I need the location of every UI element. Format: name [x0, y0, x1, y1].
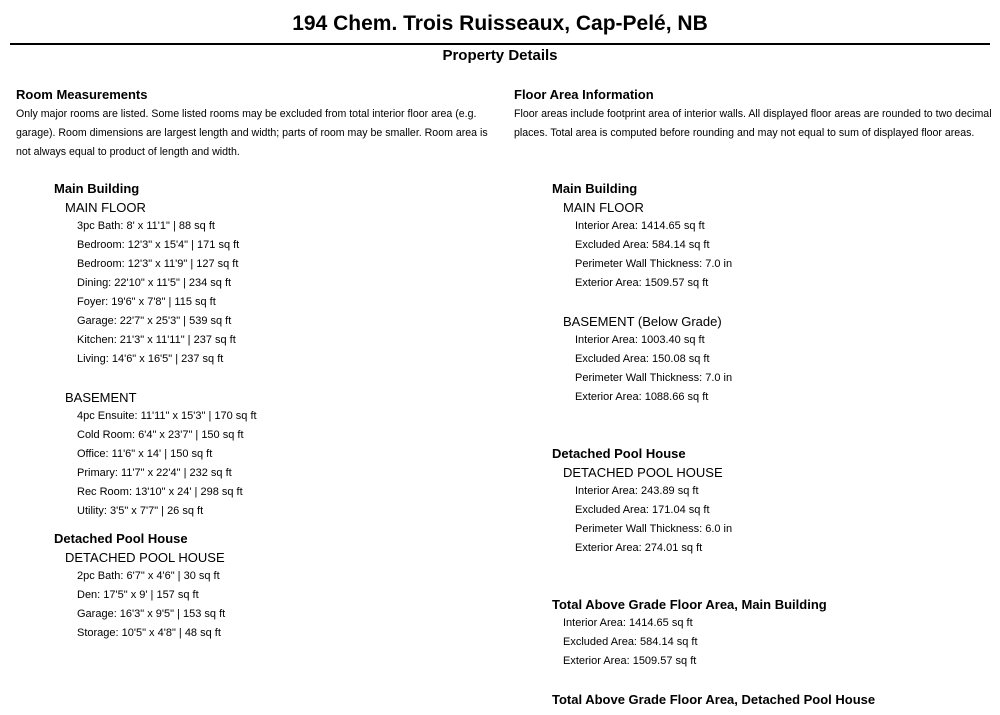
total-heading: Total Above Grade Floor Area, Detached Pool House: [552, 692, 876, 707]
room-measurements-note: Only major rooms are listed. Some listed rooms may be excluded from total interior floor area (e.g. garage). Room dimensions are largest length and width; parts of room may be smaller. Room area is not always equal to product of length and width.: [16, 108, 488, 158]
list-item: 3pc Bath: 8' x 11'1" | 88 sq ft: [77, 220, 215, 232]
list-item: Dining: 22'10" x 11'5" | 234 sq ft: [77, 277, 232, 289]
building-name: Detached Pool House: [54, 531, 188, 546]
areas-pool-house: [552, 444, 992, 558]
floor-area-heading: Floor Area Information: [514, 87, 654, 102]
floor-name: DETACHED POOL HOUSE: [65, 550, 225, 565]
list-item: Den: 17'5" x 9' | 157 sq ft: [77, 589, 199, 601]
list-item: Interior Area: 1003.40 sq ft: [575, 334, 705, 346]
floor-area-section: [514, 86, 994, 143]
list-item: Garage: 22'7" x 25'3" | 539 sq ft: [77, 315, 232, 327]
list-item: Primary: 11'7" x 22'4" | 232 sq ft: [77, 467, 232, 479]
floor-name: MAIN FLOOR: [563, 200, 644, 215]
list-item: Interior Area: 1414.65 sq ft: [575, 220, 705, 232]
list-item: Garage: 16'3" x 9'5" | 153 sq ft: [77, 608, 226, 620]
basement-room-list: [54, 407, 484, 521]
list-item: 4pc Ensuite: 11'11" x 15'3" | 170 sq ft: [77, 410, 257, 422]
list-item: Utility: 3'5" x 7'7" | 26 sq ft: [77, 505, 204, 517]
areas-main-building: [552, 179, 992, 407]
list-item: Exterior Area: 1088.66 sq ft: [575, 391, 709, 403]
list-item: Bedroom: 12'3" x 11'9" | 127 sq ft: [77, 258, 239, 270]
page-subtitle: Property Details: [442, 47, 558, 64]
list-item: Bedroom: 12'3" x 15'4" | 171 sq ft: [77, 239, 240, 251]
page-title: 194 Chem. Trois Ruisseaux, Cap-Pelé, NB: [292, 12, 708, 35]
list-item: Exterior Area: 1509.57 sq ft: [563, 655, 697, 667]
list-item: Perimeter Wall Thickness: 6.0 in: [575, 523, 733, 535]
floor-name: BASEMENT: [65, 390, 137, 405]
list-item: Exterior Area: 1509.57 sq ft: [575, 277, 709, 289]
areas-total-pool-house: [552, 690, 992, 709]
list-item: Storage: 10'5" x 4'8" | 48 sq ft: [77, 627, 221, 639]
building-name: Main Building: [54, 181, 140, 196]
list-item: Rec Room: 13'10" x 24' | 298 sq ft: [77, 486, 243, 498]
title-divider: [10, 43, 990, 45]
areas-total-main-building: [552, 595, 992, 671]
floor-name: MAIN FLOOR: [65, 200, 146, 215]
list-item: Excluded Area: 171.04 sq ft: [575, 504, 710, 516]
rooms-main-building: [54, 179, 484, 643]
list-item: Office: 11'6" x 14' | 150 sq ft: [77, 448, 213, 460]
main-floor-room-list: [54, 217, 484, 369]
floor-name: BASEMENT (Below Grade): [563, 314, 722, 329]
floor-name: DETACHED POOL HOUSE: [563, 465, 723, 480]
spacer: [552, 293, 992, 312]
floor-area-note: Floor areas include footprint area of interior walls. All displayed floor areas are rounded to two decimal places. Total area is computed before rounding and may not equal to sum of displayed floor areas.: [514, 108, 992, 139]
list-item: Excluded Area: 584.14 sq ft: [563, 636, 698, 648]
room-measurements-section: [16, 86, 490, 162]
list-item: Interior Area: 1414.65 sq ft: [563, 617, 693, 629]
list-item: Exterior Area: 274.01 sq ft: [575, 542, 703, 554]
list-item: Living: 14'6" x 16'5" | 237 sq ft: [77, 353, 224, 365]
list-item: Excluded Area: 150.08 sq ft: [575, 353, 710, 365]
list-item: 2pc Bath: 6'7" x 4'6" | 30 sq ft: [77, 570, 220, 582]
list-item: Perimeter Wall Thickness: 7.0 in: [575, 258, 733, 270]
list-item: Cold Room: 6'4" x 23'7" | 150 sq ft: [77, 429, 244, 441]
pool-house-room-list: [54, 567, 484, 643]
list-item: Perimeter Wall Thickness: 7.0 in: [575, 372, 733, 384]
list-item: Kitchen: 21'3" x 11'11" | 237 sq ft: [77, 334, 236, 346]
list-item: Interior Area: 243.89 sq ft: [575, 485, 699, 497]
building-name: Main Building: [552, 181, 638, 196]
total-heading: Total Above Grade Floor Area, Main Building: [552, 597, 827, 612]
spacer: [54, 369, 484, 388]
list-item: Foyer: 19'6" x 7'8" | 115 sq ft: [77, 296, 216, 308]
room-measurements-heading: Room Measurements: [16, 87, 148, 102]
list-item: Excluded Area: 584.14 sq ft: [575, 239, 710, 251]
building-name: Detached Pool House: [552, 446, 686, 461]
